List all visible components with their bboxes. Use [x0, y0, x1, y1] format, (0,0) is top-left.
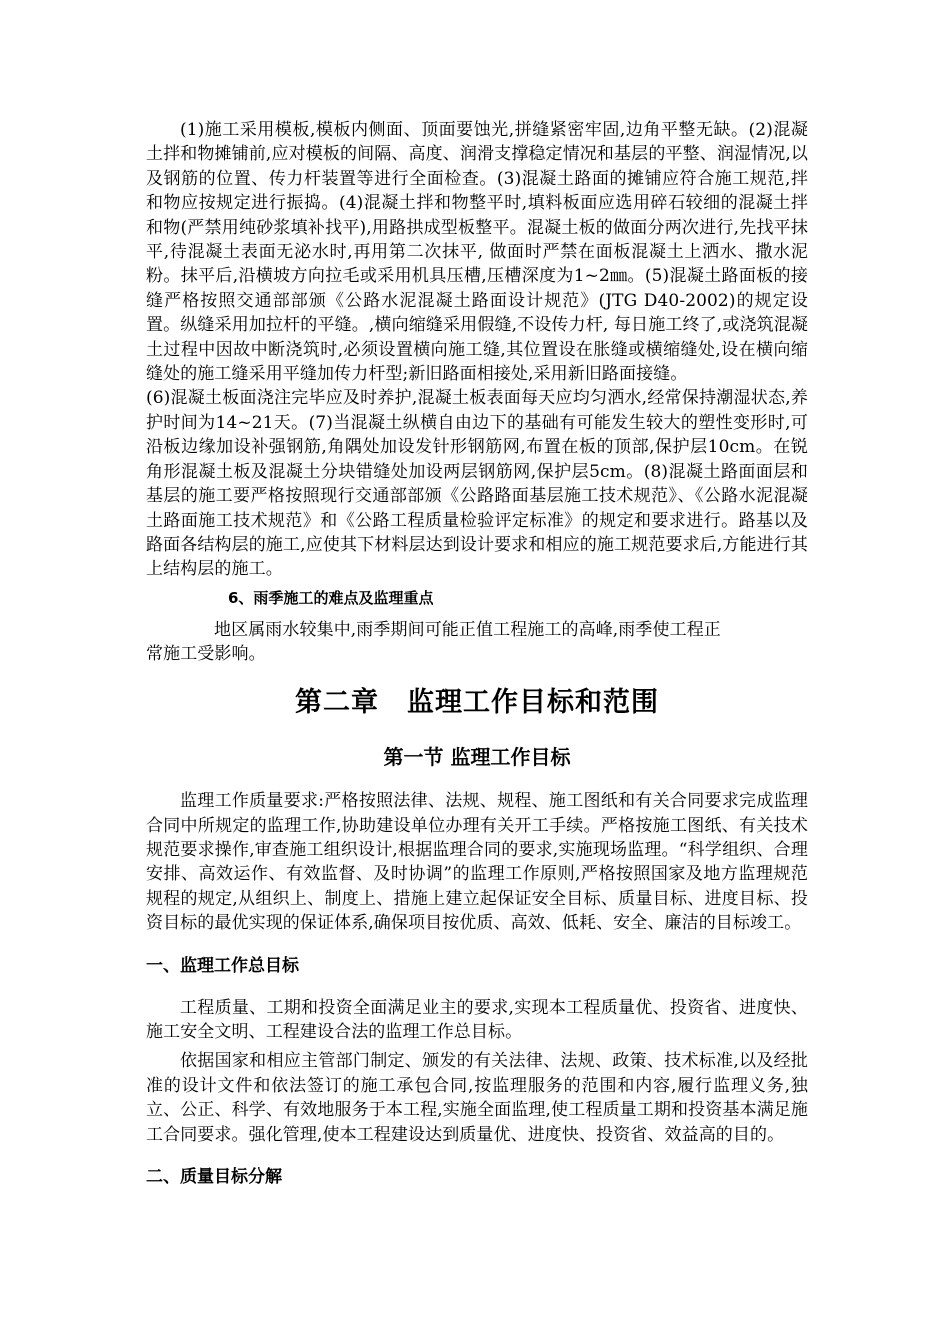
quality-goal-heading: 二、质量目标分解 [146, 1167, 282, 1188]
rain-season-heading: 6、雨季施工的难点及监理重点 [228, 588, 434, 607]
overall-goal-heading: 一、监理工作总目标 [146, 955, 299, 976]
overall-goal-paragraph-1: 工程质量、工期和投资全面满足业主的要求,实现本工程质量优、投资省、进度快、施工安全文明、工程建设合法的监理工作总目标。 [146, 997, 808, 1043]
construction-paragraph-1: (1)施工采用模板,模板内侧面、顶面要蚀光,拼缝紧密牢固,边角平整无缺。(2)混凝土拌和物摊铺前,应对模板的间隔、高度、润滑支撑稳定情况和基层的平整、润湿情况,以及钢筋的位置、传力杆装置等进行全面检查。(3)混凝土路面的摊铺应符合施工规范,拌和物应按规定进行振捣。(4)混凝土拌和物整平时,填料板面应选用碎石较细的混凝土拌和物(严禁用纯砂浆填补找平),用路拱成型板整平。混凝土板的做面分两次进行,先找平抹平,待混凝土表面无泌水时,再用第二次抹平, 做面时严禁在面板混凝土上洒水、撒水泥粉。抹平后,沿横坡方向拉毛或采用机具压槽,压槽深度为1~2㎜。(5)混凝土路面板的接缝严格按照交通部部颁《公路水泥混凝土路面设计规范》(JTG D40-2002)的规定设置。纵缝采用加拉杆的平缝。,横向缩缝采用假缝,不设传力杆, 每日施工终了,或浇筑混凝土过程中因故中断浇筑时,必须设置横向施工缝,其位置设在胀缝或横缩缝处,设在横向缩缝处的施工缝采用平缝加传力杆型;新旧路面相接处,采用新旧路面接缝。 [146, 120, 808, 385]
chapter-title: 第二章 监理工作目标和范围 [295, 686, 659, 718]
overall-goal-paragraph-2: 依据国家和相应主管部门制定、颁发的有关法律、法规、政策、技术标准,以及经批准的设计文件和依法签订的施工承包合同,按监理服务的范围和内容,履行监理义务,独立、公正、科学、有效地服务于本工程,实施全面监理,使工程质量工期和投资基本满足施工合同要求。强化管理,使本工程建设达到质量优、进度快、投资省、效益高的目的。 [146, 1051, 808, 1145]
page-content [146, 118, 808, 1207]
rain-season-line-2: 常施工受影响。 [146, 644, 266, 665]
section-title: 第一节 监理工作目标 [383, 744, 571, 769]
rain-season-line-1: 地区属雨水较集中,雨季期间可能正值工程施工的高峰,雨季使工程正 [214, 619, 721, 640]
construction-paragraph-2: (6)混凝土板面浇注完毕应及时养护,混凝土板表面每天应均匀洒水,经常保持潮湿状态,养护时间为14~21天。(7)当混凝土纵横自由边下的基础有可能发生较大的塑性变形时,可沿板边缘加设补强钢筋,角隅处加设发针形钢筋网,布置在板的顶部,保护层10cm。在锐角形混凝土板及混凝土分块错缝处加设两层钢筋网,保护层5cm。(8)混凝土路面面层和基层的施工要严格按照现行交通部部颁《公路路面基层施工技术规范》、《公路水泥混凝土路面施工技术规范》和《公路工程质量检验评定标准》的规定和要求进行。路基以及路面各结构层的施工,应使其下材料层达到设计要求和相应的施工规范要求后,方能进行其上结构层的施工。 [146, 388, 808, 580]
rain-season-paragraph [146, 618, 808, 667]
section-paragraph: 监理工作质量要求:严格按照法律、法规、规程、施工图纸和有关合同要求完成监理合同中所规定的监理工作,协助建设单位办理有关开工手续。严格按施工图纸、有关技术规范要求操作,审查施工组织设计,根据监理合同的要求,实施现场监理。“科学组织、合理安排、高效运作、有效监督、及时协调”的监理工作原则,严格按照国家及地方监理规范规程的规定,从组织上、制度上、措施上建立起保证安全目标、质量目标、进度目标、投资目标的最优实现的保证体系,确保项目按优质、高效、低耗、安全、廉洁的目标竣工。 [146, 791, 808, 934]
